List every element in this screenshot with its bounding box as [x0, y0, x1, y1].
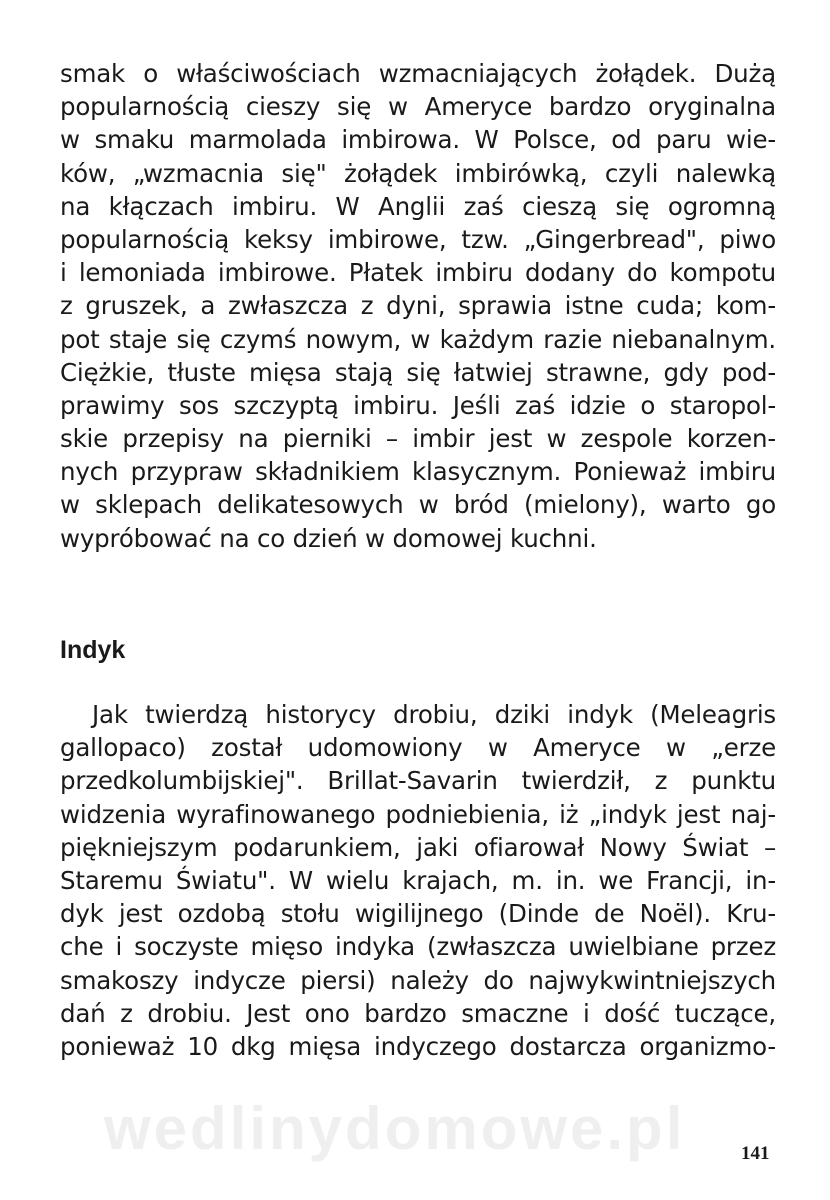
section-heading: Indyk [60, 636, 126, 664]
text-line: che i soczyste mięso indyka (zwłaszcza uwielbiane przez [60, 932, 776, 962]
text-line: smak o właściwościach wzmacniających żołądek. Dużą [60, 59, 776, 88]
text-line: piękniejszym podarunkiem, jaki ofiarował Nowy Świat – [60, 832, 776, 862]
text-line: nych przypraw składnikiem klasycznym. Ponieważ imbiru [60, 457, 776, 487]
text-line: w sklepach delikatesowych w bród (mielony), warto go [60, 490, 776, 520]
text-line: pot staje się czymś nowym, w każdym razie niebanalnym. [60, 324, 776, 354]
paragraph-ginger [60, 57, 776, 555]
text-line: prawimy sos szczyptą imbiru. Jeśli zaś idzie o staropol- [60, 390, 776, 420]
text-line: wypróbować na co dzień w domowej kuchni. [60, 523, 597, 553]
text-line: na kłączach imbiru. W Anglii zaś cieszą się ogromną [60, 191, 776, 221]
text-line: i lemoniada imbirowe. Płatek imbiru dodany do kompotu [60, 258, 776, 288]
text-line: skie przepisy na pierniki – imbir jest w zespole korzen- [60, 424, 776, 454]
text-line: ków, „wzmacnia się" żołądek imbirówką, czyli nalewką [60, 158, 776, 188]
text-line: gallopaco) został udomowiony w Ameryce w „erze [60, 733, 776, 763]
text-line: z gruszek, a zwłaszcza z dyni, sprawia istne cuda; kom- [60, 291, 776, 321]
text-line: widzenia wyrafinowanego podniebienia, iż „indyk jest naj- [60, 799, 776, 829]
text-line: popularnością cieszy się w Ameryce bardzo oryginalna [60, 92, 776, 122]
paragraph-turkey [60, 698, 776, 1063]
text-line: dyk jest ozdobą stołu wigilijnego (Dinde de Noël). Kru- [60, 899, 776, 929]
page-number: 141 [741, 1143, 770, 1164]
text-line: ponieważ 10 dkg mięsa indyczego dostarcza organizmo- [60, 1031, 776, 1061]
text-line: dań z drobiu. Jest ono bardzo smaczne i dość tuczące, [60, 998, 776, 1028]
text-line: w smaku marmolada imbirowa. W Polsce, od paru wie- [60, 125, 776, 155]
text-line: popularnością keksy imbirowe, tzw. „Gingerbread", piwo [60, 224, 776, 254]
text-line: Ciężkie, tłuste mięsa stają się łatwiej strawne, gdy pod- [60, 357, 776, 387]
text-line: przedkolumbijskiej". Brillat-Savarin twierdził, z punktu [60, 766, 776, 796]
text-line: Jak twierdzą historycy drobiu, dziki indyk (Meleagris [92, 700, 776, 729]
watermark: wedlinydomowe.pl [104, 1095, 686, 1162]
text-line: smakoszy indycze piersi) należy do najwykwintniejszych [60, 965, 776, 995]
text-line: Staremu Światu". W wielu krajach, m. in. we Francji, in- [60, 865, 776, 895]
